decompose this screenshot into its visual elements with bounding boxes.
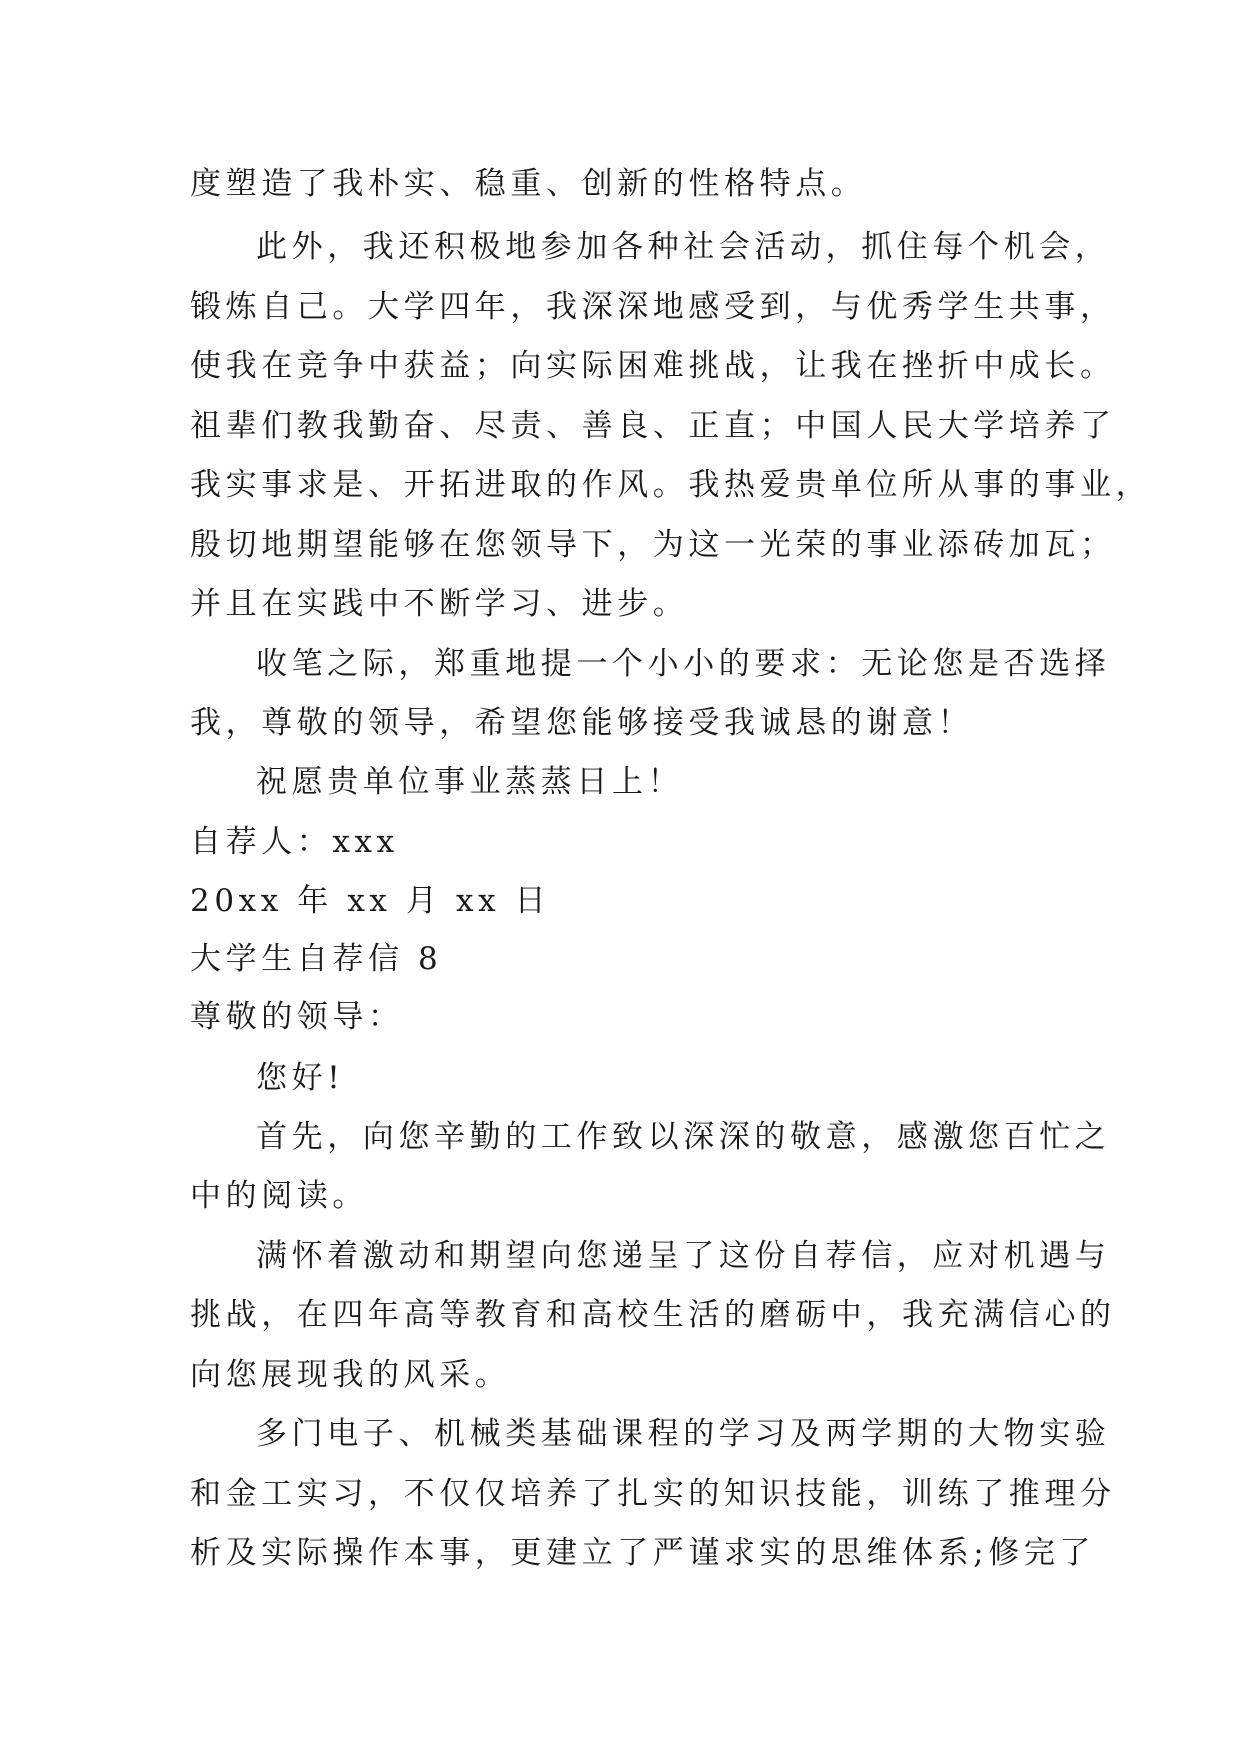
text-line: 祖辈们教我勤奋、尽责、善良、正直；中国人民大学培养了 [190,408,1116,444]
salutation: 尊敬的领导： [190,999,404,1035]
paragraph-start-line: 此外，我还积极地参加各种社会活动，抓住每个机会， [256,229,1111,265]
text-line: 锻炼自己。大学四年，我深深地感受到，与优秀学生共事， [190,289,1116,325]
text-line: 我实事求是、开拓进取的作风。我热爱贵单位所从事的事业， [190,467,1152,503]
paragraph-start-line: 满怀着激动和期望向您递呈了这份自荐信，应对机遇与 [256,1238,1111,1274]
text-line: 并且在实践中不断学习、进步。 [190,586,689,622]
text-line: 和金工实习，不仅仅培养了扎实的知识技能，训练了推理分 [190,1476,1116,1512]
date-line: 20xx 年 xx 月 xx 日 [190,883,551,919]
paragraph-start-line: 收笔之际，郑重地提一个小小的要求：无论您是否选择 [256,646,1111,682]
section-title: 大学生自荐信 8 [190,941,443,977]
text-line: 我，尊敬的领导，希望您能够接受我诚恳的谢意！ [190,705,974,741]
text-line: 殷切地期望能够在您领导下，为这一光荣的事业添砖加瓦； [190,527,1116,563]
paragraph-start-line: 多门电子、机械类基础课程的学习及两学期的大物实验 [256,1416,1111,1452]
greeting: 您好! [256,1060,345,1096]
text-line: 向您展现我的风采。 [190,1357,511,1393]
closing-wish: 祝愿贵单位事业蒸蒸日上！ [256,764,684,800]
text-line: 中的阅读。 [190,1178,368,1214]
text-line: 析及实际操作本事，更建立了严谨求实的思维体系;修完了 [190,1535,1096,1571]
text-line: 度塑造了我朴实、稳重、创新的性格特点。 [190,166,867,202]
paragraph-start-line: 首先，向您辛勤的工作致以深深的敬意，感激您百忙之 [256,1119,1111,1155]
signature-line: 自荐人：xxx [190,824,399,860]
text-line: 挑战，在四年高等教育和高校生活的磨砺中，我充满信心的 [190,1297,1116,1333]
text-line: 使我在竞争中获益；向实际困难挑战，让我在挫折中成长。 [190,348,1116,384]
